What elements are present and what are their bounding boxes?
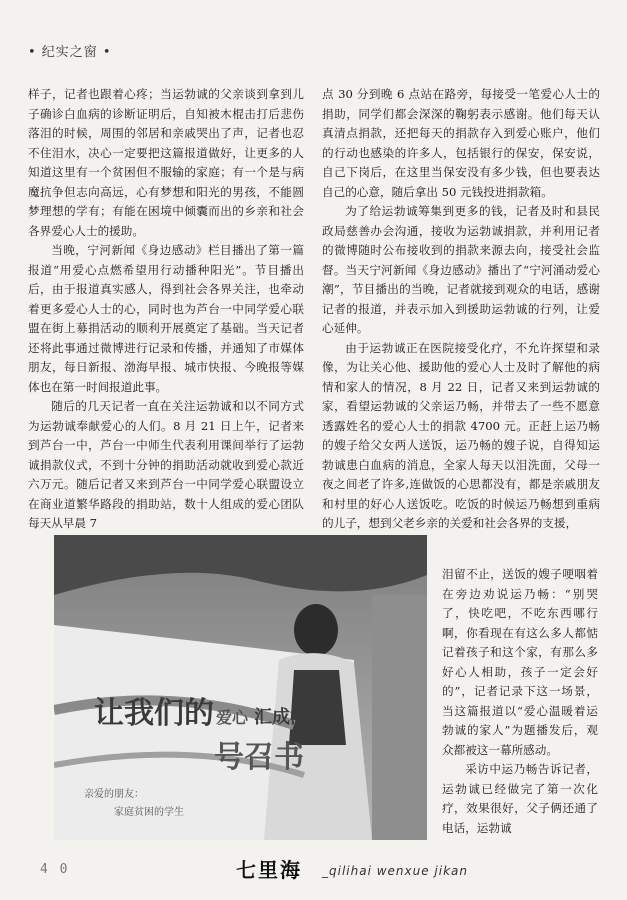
paragraph: 点 30 分到晚 6 点站在路旁，每接受一笔爱心人士的捐助，同学们都会深深的鞠躬表示感谢。他们每天认真清点捐款，还把每天的捐款存入到爱心账户，他们的行动也感染的许多人，包括银行的保安，保安说，自己下岗后，在这里当保安没有多少钱，但也要表达自己的心意，随后拿出 50 元钱投进捐款箱。 (322, 87, 600, 199)
banner-rest-text: 汇成海洋 (254, 707, 326, 728)
paragraph: 当晚，宁河新闻《身边感动》栏目播出了第一篇报道“用爱心点燃希望用行动播种阳光”。节目播出后，由于报道真实感人，得到社会各界关注，也牵动着更多爱心人士的心，同时也为芦台一中同学爱心联盟在街上募捐活动的顺利开展奠定了基础。当天记者还将此事通过微博进行记录和传播，并通知了市媒体朋友，每日新报、渤海早报、城市快报、今晚报等媒体也在第一时间报道此事。 (28, 243, 304, 394)
paragraph: 由于运勃诚正在医院接受化疗，不允许探望和录像，为让关心他、援助他的爱心人士及时了解他的病情和家人的情况，8 月 22 日，记者又来到运勃诚的家，看望运勃诚的父亲运乃畅，并带去了一些不愿意透露姓名的爱心人士的捐款 4700 元。正赶上运乃畅的嫂子给父女两人送饭，运乃畅的嫂子说，自得知运勃诚患白血病的消息，全家人每天以泪洗面，父母一夜之间老了许多,连做饭的心思都没有，都是亲戚朋友和村里的好心人送饭吃。吃饭的时候运乃畅想到重病的儿子，想到父老乡亲的关爱和社会各界的支援， (322, 340, 600, 530)
banner-call-text: 号召书 (214, 740, 304, 775)
left-column (28, 85, 304, 534)
article-photo (54, 535, 427, 840)
magazine-pinyin: _qilihai wenxue jikan (322, 864, 469, 878)
paragraph: 为了给运勃诚筹集到更多的钱，记者及时和县民政局慈善办会沟通，接收为运勃诚捐款，并利用记者的微博随时公布接收到的捐款来源去向，接受社会监督。当天宁河新闻《身边感动》播出了“宁河涌动爱心潮”，节目播出的当晚，记者就接到观众的电话，感谢记者的报道，并表示加入到援助运勃诚的行列，让爱心延伸。 (322, 204, 600, 335)
banner-small-text: 亲爱的朋友： (84, 789, 144, 800)
wrap-column (442, 565, 598, 838)
banner-small-text: 家庭贫困的学生 (114, 807, 184, 818)
banner-heart-text: 爱心 (216, 708, 249, 727)
section-label: • 纪实之窗 • (28, 45, 112, 60)
page-number: 4 0 (40, 862, 70, 877)
banner-main-text: 让我们的 (94, 696, 214, 731)
paragraph: 样子，记者也跟着心疼；当运勃诚的父亲谈到拿到儿子确诊白血病的诊断证明后，自知被木棍击打后悲伤落泪的时候，周围的邻居和亲戚哭出了声，记者也忍不住泪水，决心一定要把这篇报道做好，让更多的人知道这里有一个贫困但不服输的家庭；有一个是与病魔抗争但志向高远，心有梦想和阳光的男孩，不能圆梦理想的学有；有能在困境中倾囊而出的乡亲和社会各界爱心人士的援助。 (28, 87, 304, 238)
page-footer (0, 850, 627, 890)
paragraph: 泪留不止，送饭的嫂子哽咽着在旁边劝说运乃畅：“别哭了，快吃吧，不吃东西哪行啊，你看现在有这么多人都惦记着孩子和这个家，有那么多好心人相助，孩子一定会好的”，记者记录下这一场景，当这篇报道以“爱心温暖着运勃诚的家人”为题播发后，观众都被这一幕所感动。 (442, 567, 598, 757)
paragraph: 随后的几天记者一直在关注运勃诚和以不同方式为运勃诚奉献爱心的人们。8 月 21 日上午，记者来到芦台一中，芦台一中师生代表利用课间举行了运勃诚捐款仪式，不到十分钟的捐助活动就收到爱心款近六万元。随后记者又来到芦台一中同学爱心联盟设立在商业道繁华路段的捐助站，数十人组成的爱心团队每天从早晨 7 (28, 399, 304, 530)
right-column (322, 85, 600, 534)
paragraph: 采访中运乃畅告诉记者，运勃诚已经做完了第一次化疗，效果很好，父子俩还通了电话，运勃诚 (442, 762, 598, 835)
photo-illustration (54, 535, 427, 840)
magazine-title: 七里海 (236, 858, 302, 882)
